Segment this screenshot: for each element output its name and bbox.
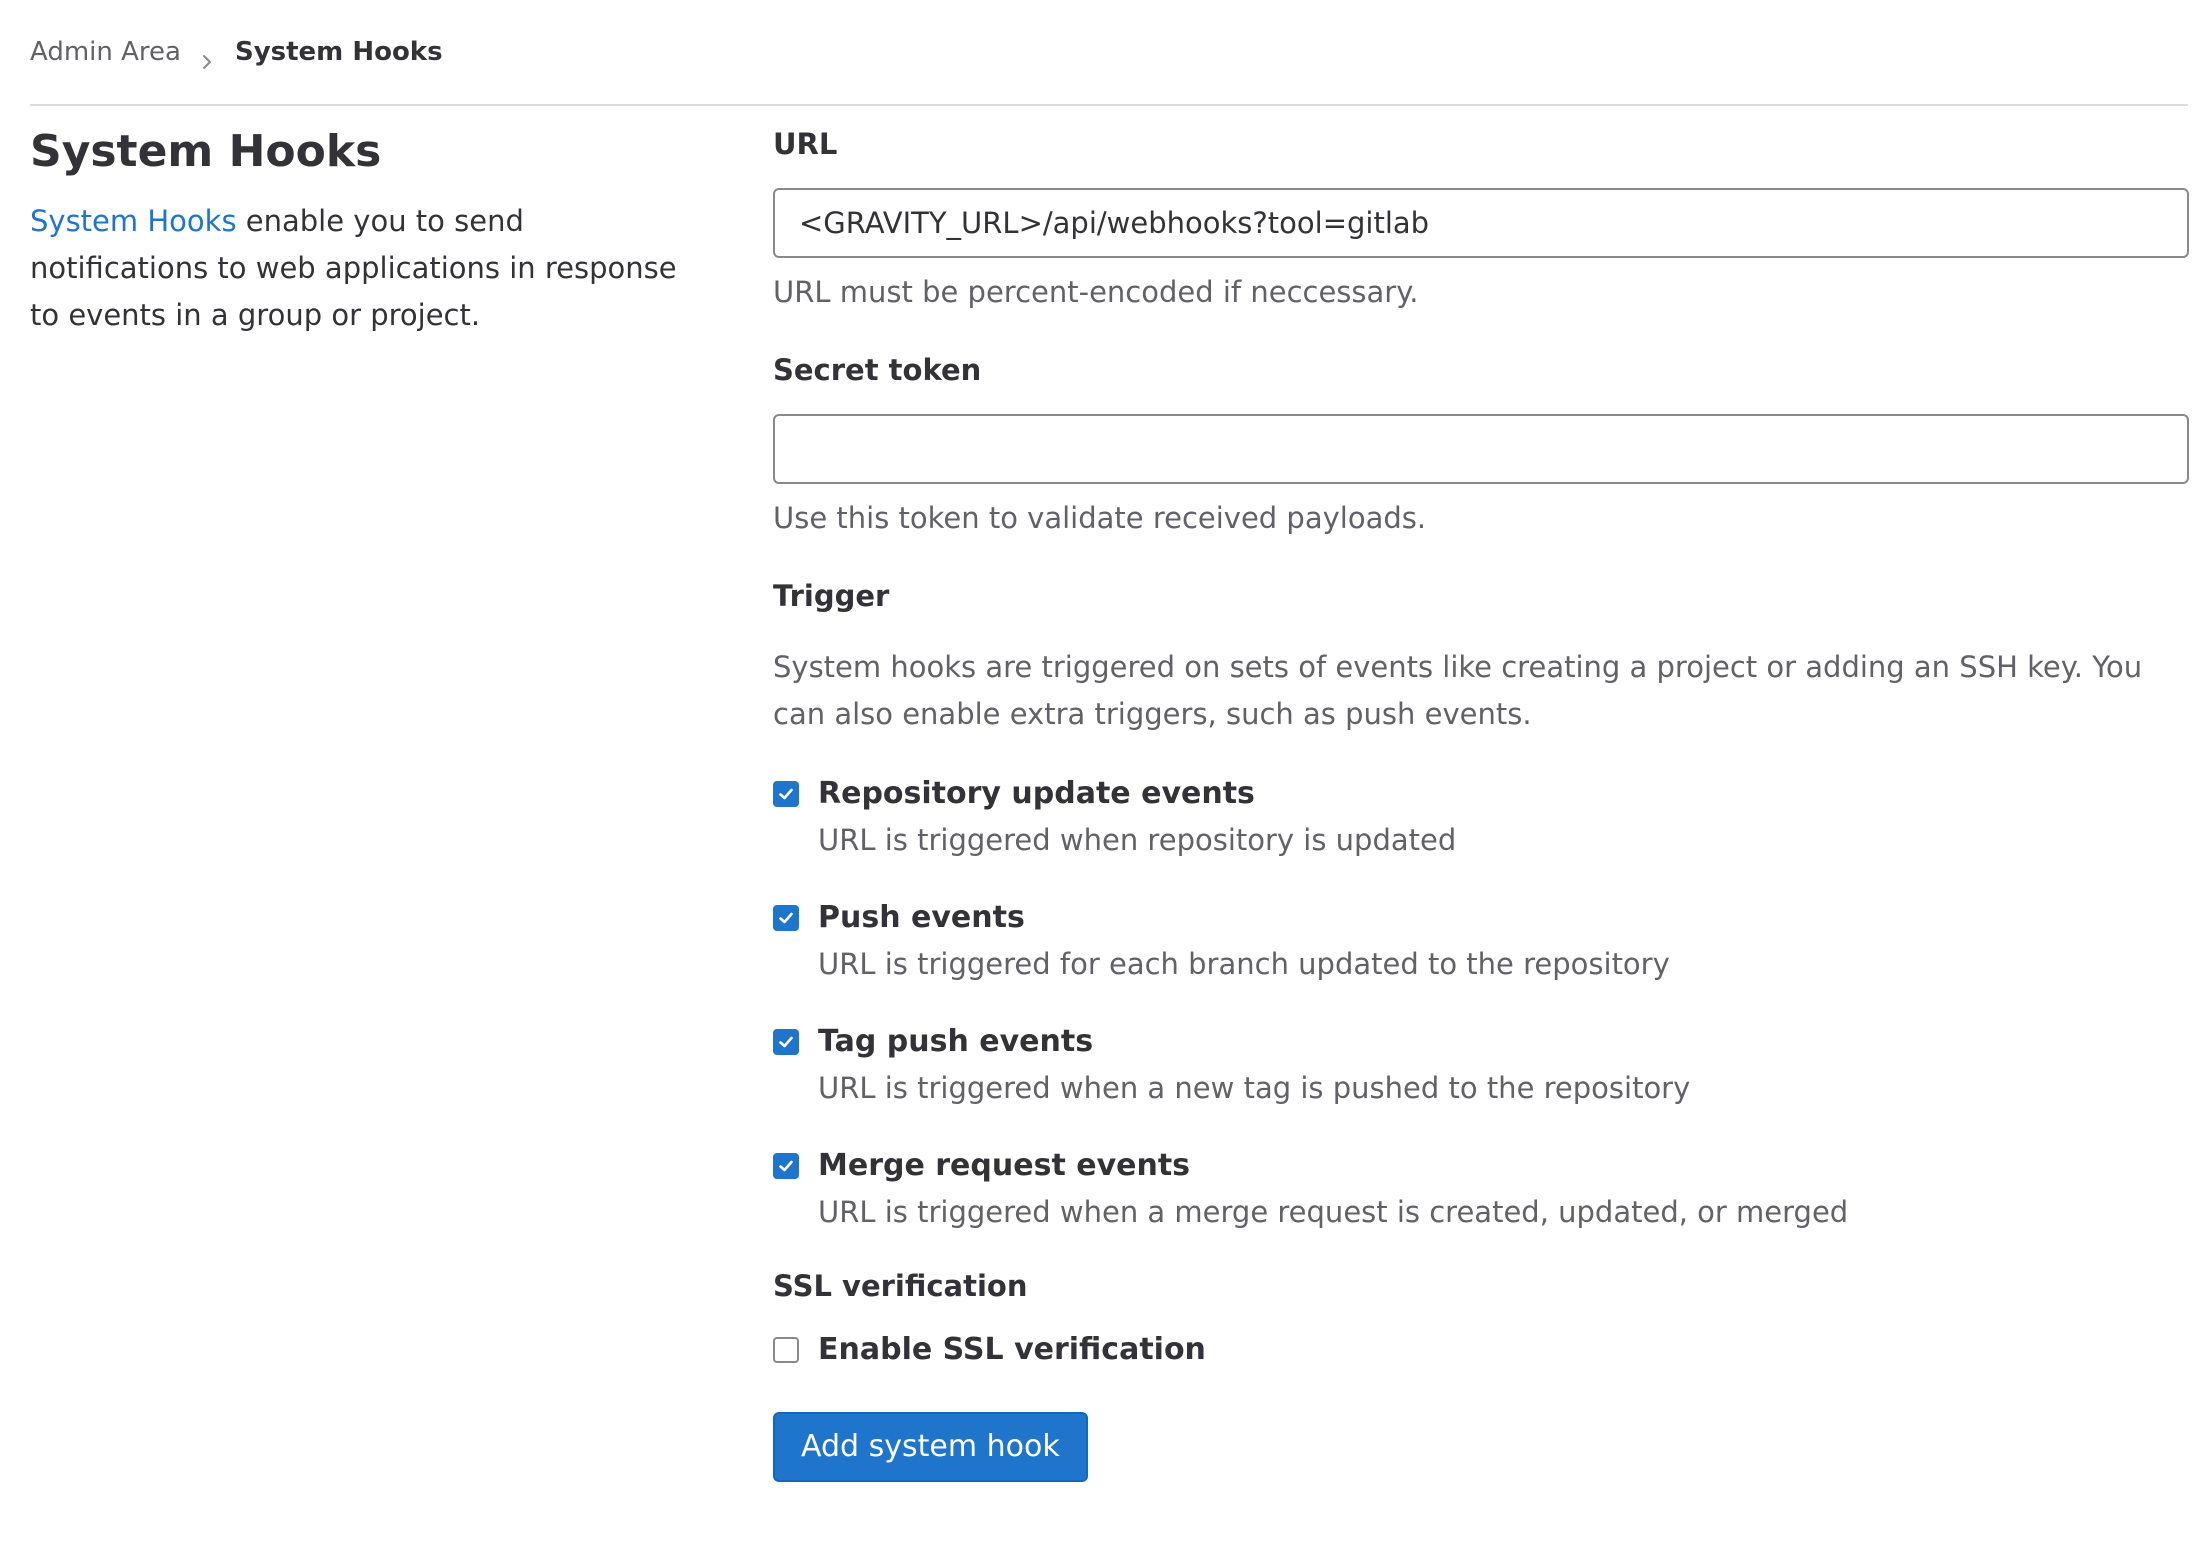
secret-token-help: Use this token to validate received payloads.	[773, 501, 1427, 535]
breadcrumb	[30, 34, 443, 70]
check-icon	[777, 909, 795, 927]
secret-token-input[interactable]	[773, 414, 2189, 484]
check-icon	[777, 785, 795, 803]
enable-ssl-verification-label[interactable]: Enable SSL verification	[818, 1332, 1206, 1367]
tag-push-events-checkbox[interactable]	[773, 1029, 799, 1055]
enable-ssl-verification-checkbox[interactable]	[773, 1337, 799, 1363]
merge-request-events-label[interactable]: Merge request events	[818, 1148, 1191, 1183]
url-label: URL	[773, 127, 838, 161]
trigger-label: Trigger	[773, 579, 890, 613]
repository-update-events-label[interactable]: Repository update events	[818, 776, 1255, 811]
push-events-checkbox[interactable]	[773, 905, 799, 931]
trigger-description: System hooks are triggered on sets of events like creating a project or adding an SSH key. You can also enable extra triggers, such as push events.	[773, 650, 2143, 731]
ssl-verification-label: SSL verification	[773, 1269, 1028, 1303]
url-input[interactable]	[773, 188, 2189, 258]
url-help: URL must be percent-encoded if neccessary.	[773, 275, 1419, 309]
secret-token-field-group	[773, 350, 2189, 538]
secret-token-label: Secret token	[773, 353, 982, 387]
header-divider	[30, 104, 2188, 106]
chevron-right-icon	[199, 44, 215, 60]
url-field-group	[773, 124, 2189, 312]
add-system-hook-button[interactable]: Add system hook	[773, 1412, 1088, 1482]
tag-push-events-help: URL is triggered when a new tag is pushed to the repository	[818, 1071, 1691, 1105]
trigger-section	[773, 576, 2189, 1232]
check-icon	[777, 1033, 795, 1051]
check-icon	[777, 1157, 795, 1175]
push-events-help: URL is triggered for each branch updated to the repository	[818, 947, 1670, 981]
merge-request-events-checkbox[interactable]	[773, 1153, 799, 1179]
enable-ssl-verification-option	[773, 1330, 2189, 1370]
settings-intro	[30, 124, 710, 339]
tag-push-events-option	[773, 1022, 2189, 1108]
push-events-label[interactable]: Push events	[818, 900, 1025, 935]
page-title: System Hooks	[30, 126, 382, 177]
breadcrumb-admin-area-link[interactable]: Admin Area	[30, 37, 181, 67]
repository-update-events-checkbox[interactable]	[773, 781, 799, 807]
ssl-verification-section	[773, 1266, 2189, 1370]
system-hook-form	[773, 124, 2189, 1482]
repository-update-events-option	[773, 774, 2189, 860]
merge-request-events-option	[773, 1146, 2189, 1232]
push-events-option	[773, 898, 2189, 984]
breadcrumb-current: System Hooks	[234, 37, 443, 67]
intro-description	[30, 198, 710, 339]
system-hooks-help-link[interactable]: System Hooks	[30, 204, 237, 238]
merge-request-events-help: URL is triggered when a merge request is created, updated, or merged	[818, 1195, 1849, 1229]
intro-text: enable you to send notifications to web applications in response to events in a group or project.	[30, 204, 677, 332]
repository-update-events-help: URL is triggered when repository is updated	[818, 823, 1457, 857]
tag-push-events-label[interactable]: Tag push events	[818, 1024, 1094, 1059]
